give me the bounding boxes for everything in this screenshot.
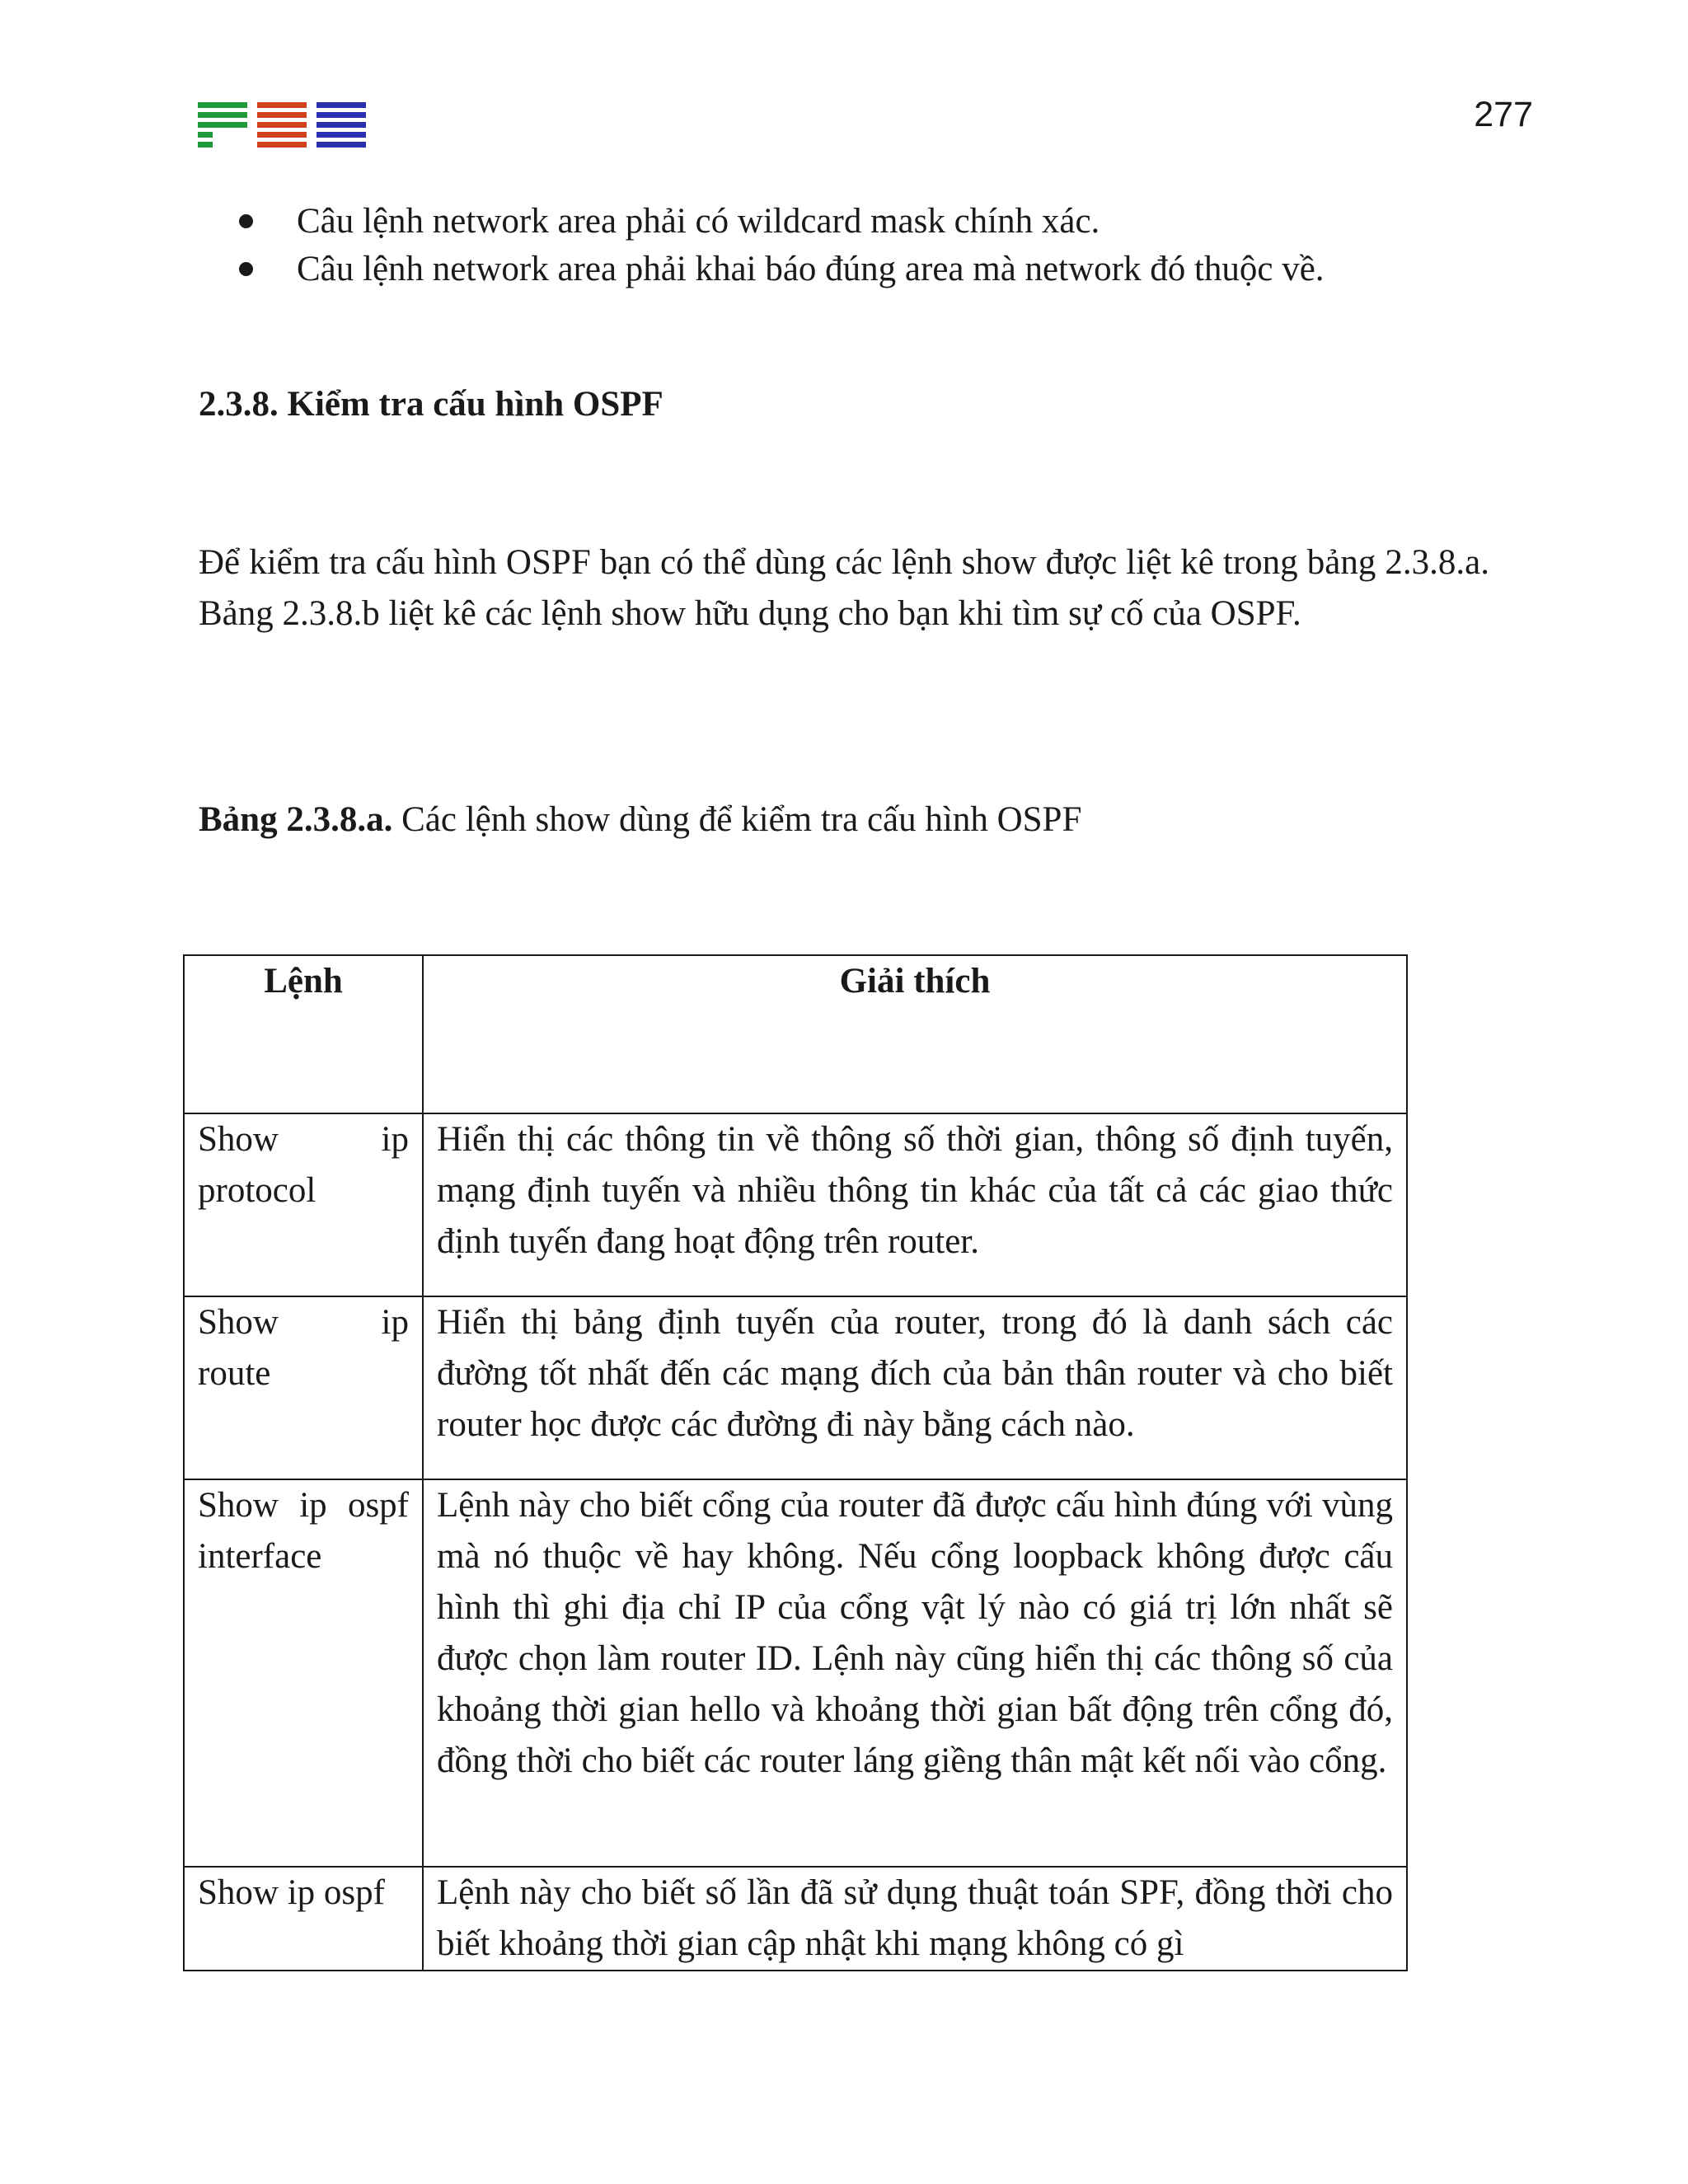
bullet-dot-icon [239,262,253,276]
description-cell: Hiển thị bảng định tuyến của router, trong đó là danh sách các đường tốt nhất đến các mạng đích của bản thân router và cho biết router học được các đường đi này bằng cách nào. [423,1296,1407,1479]
logo-letter-n [257,102,307,148]
logo-letter-p [198,102,247,148]
command-table [183,954,1408,1971]
command-cell: Show ip ospf interface [184,1479,423,1867]
command-line-1 [198,1297,409,1348]
header-command: Lệnh [184,955,423,1113]
table-header-row [184,955,1407,1113]
table-caption-label: Bảng 2.3.8.a. [199,800,393,839]
table-caption-text: Các lệnh show dùng để kiểm tra cấu hình OSPF [392,800,1082,839]
command-line-2: protocol [198,1171,316,1210]
bullet-text: Câu lệnh network area phải có wildcard mask chính xác. [297,202,1100,241]
table-caption [199,796,1081,844]
command-word: ip [381,1120,409,1159]
logo-letter-h [316,102,366,148]
bullet-item [239,198,1558,246]
bullet-item [239,246,1558,293]
description-cell: Lệnh này cho biết cổng của router đã được cấu hình đúng với vùng mà nó thuộc về hay không. Nếu cổng loopback không được cấu hình thì ghi địa chỉ IP của cổng vật lý nào có giá trị lớn nhất sẽ được chọn làm router ID. Lệnh này cũng hiển thị các thông số của khoảng thời gian hello và khoảng thời gian bất động trên cổng đó, đồng thời cho biết các router láng giềng thân mật kết nối vào cổng. [423,1479,1407,1867]
description-cell: Lệnh này cho biết số lần đã sử dụng thuật toán SPF, đồng thời cho biết khoảng thời gian cập nhật khi mạng không có gì [423,1867,1407,1971]
command-cell: Show ip ospf [184,1867,423,1971]
command-word: Show [198,1303,279,1342]
bullet-text: Câu lệnh network area phải khai báo đúng area mà network đó thuộc về. [297,250,1325,288]
header-explanation: Giải thích [423,955,1407,1113]
command-word: ip [381,1303,409,1342]
page-number: 277 [1474,95,1533,134]
table-row [184,1296,1407,1479]
command-line-2: route [198,1354,271,1393]
bullet-list [239,198,1558,293]
table-row [184,1867,1407,1971]
section-heading: 2.3.8. Kiểm tra cấu hình OSPF [199,385,663,424]
command-cell [184,1113,423,1296]
command-line-1 [198,1114,409,1165]
command-word: Show [198,1120,279,1159]
pnh-logo [198,102,367,148]
table-row [184,1113,1407,1296]
description-cell: Hiển thị các thông tin về thông số thời gian, thông số định tuyến, mạng định tuyến và nhiều thông tin khác của tất cả các giao thức định tuyến đang hoạt động trên router. [423,1113,1407,1296]
bullet-dot-icon [239,214,253,228]
command-cell [184,1296,423,1479]
intro-paragraph: Để kiểm tra cấu hình OSPF bạn có thể dùng các lệnh show được liệt kê trong bảng 2.3.8.a. Bảng 2.3.8.b liệt kê các lệnh show hữu dụng cho bạn khi tìm sự cố của OSPF. [199,543,1489,633]
table-row [184,1479,1407,1867]
